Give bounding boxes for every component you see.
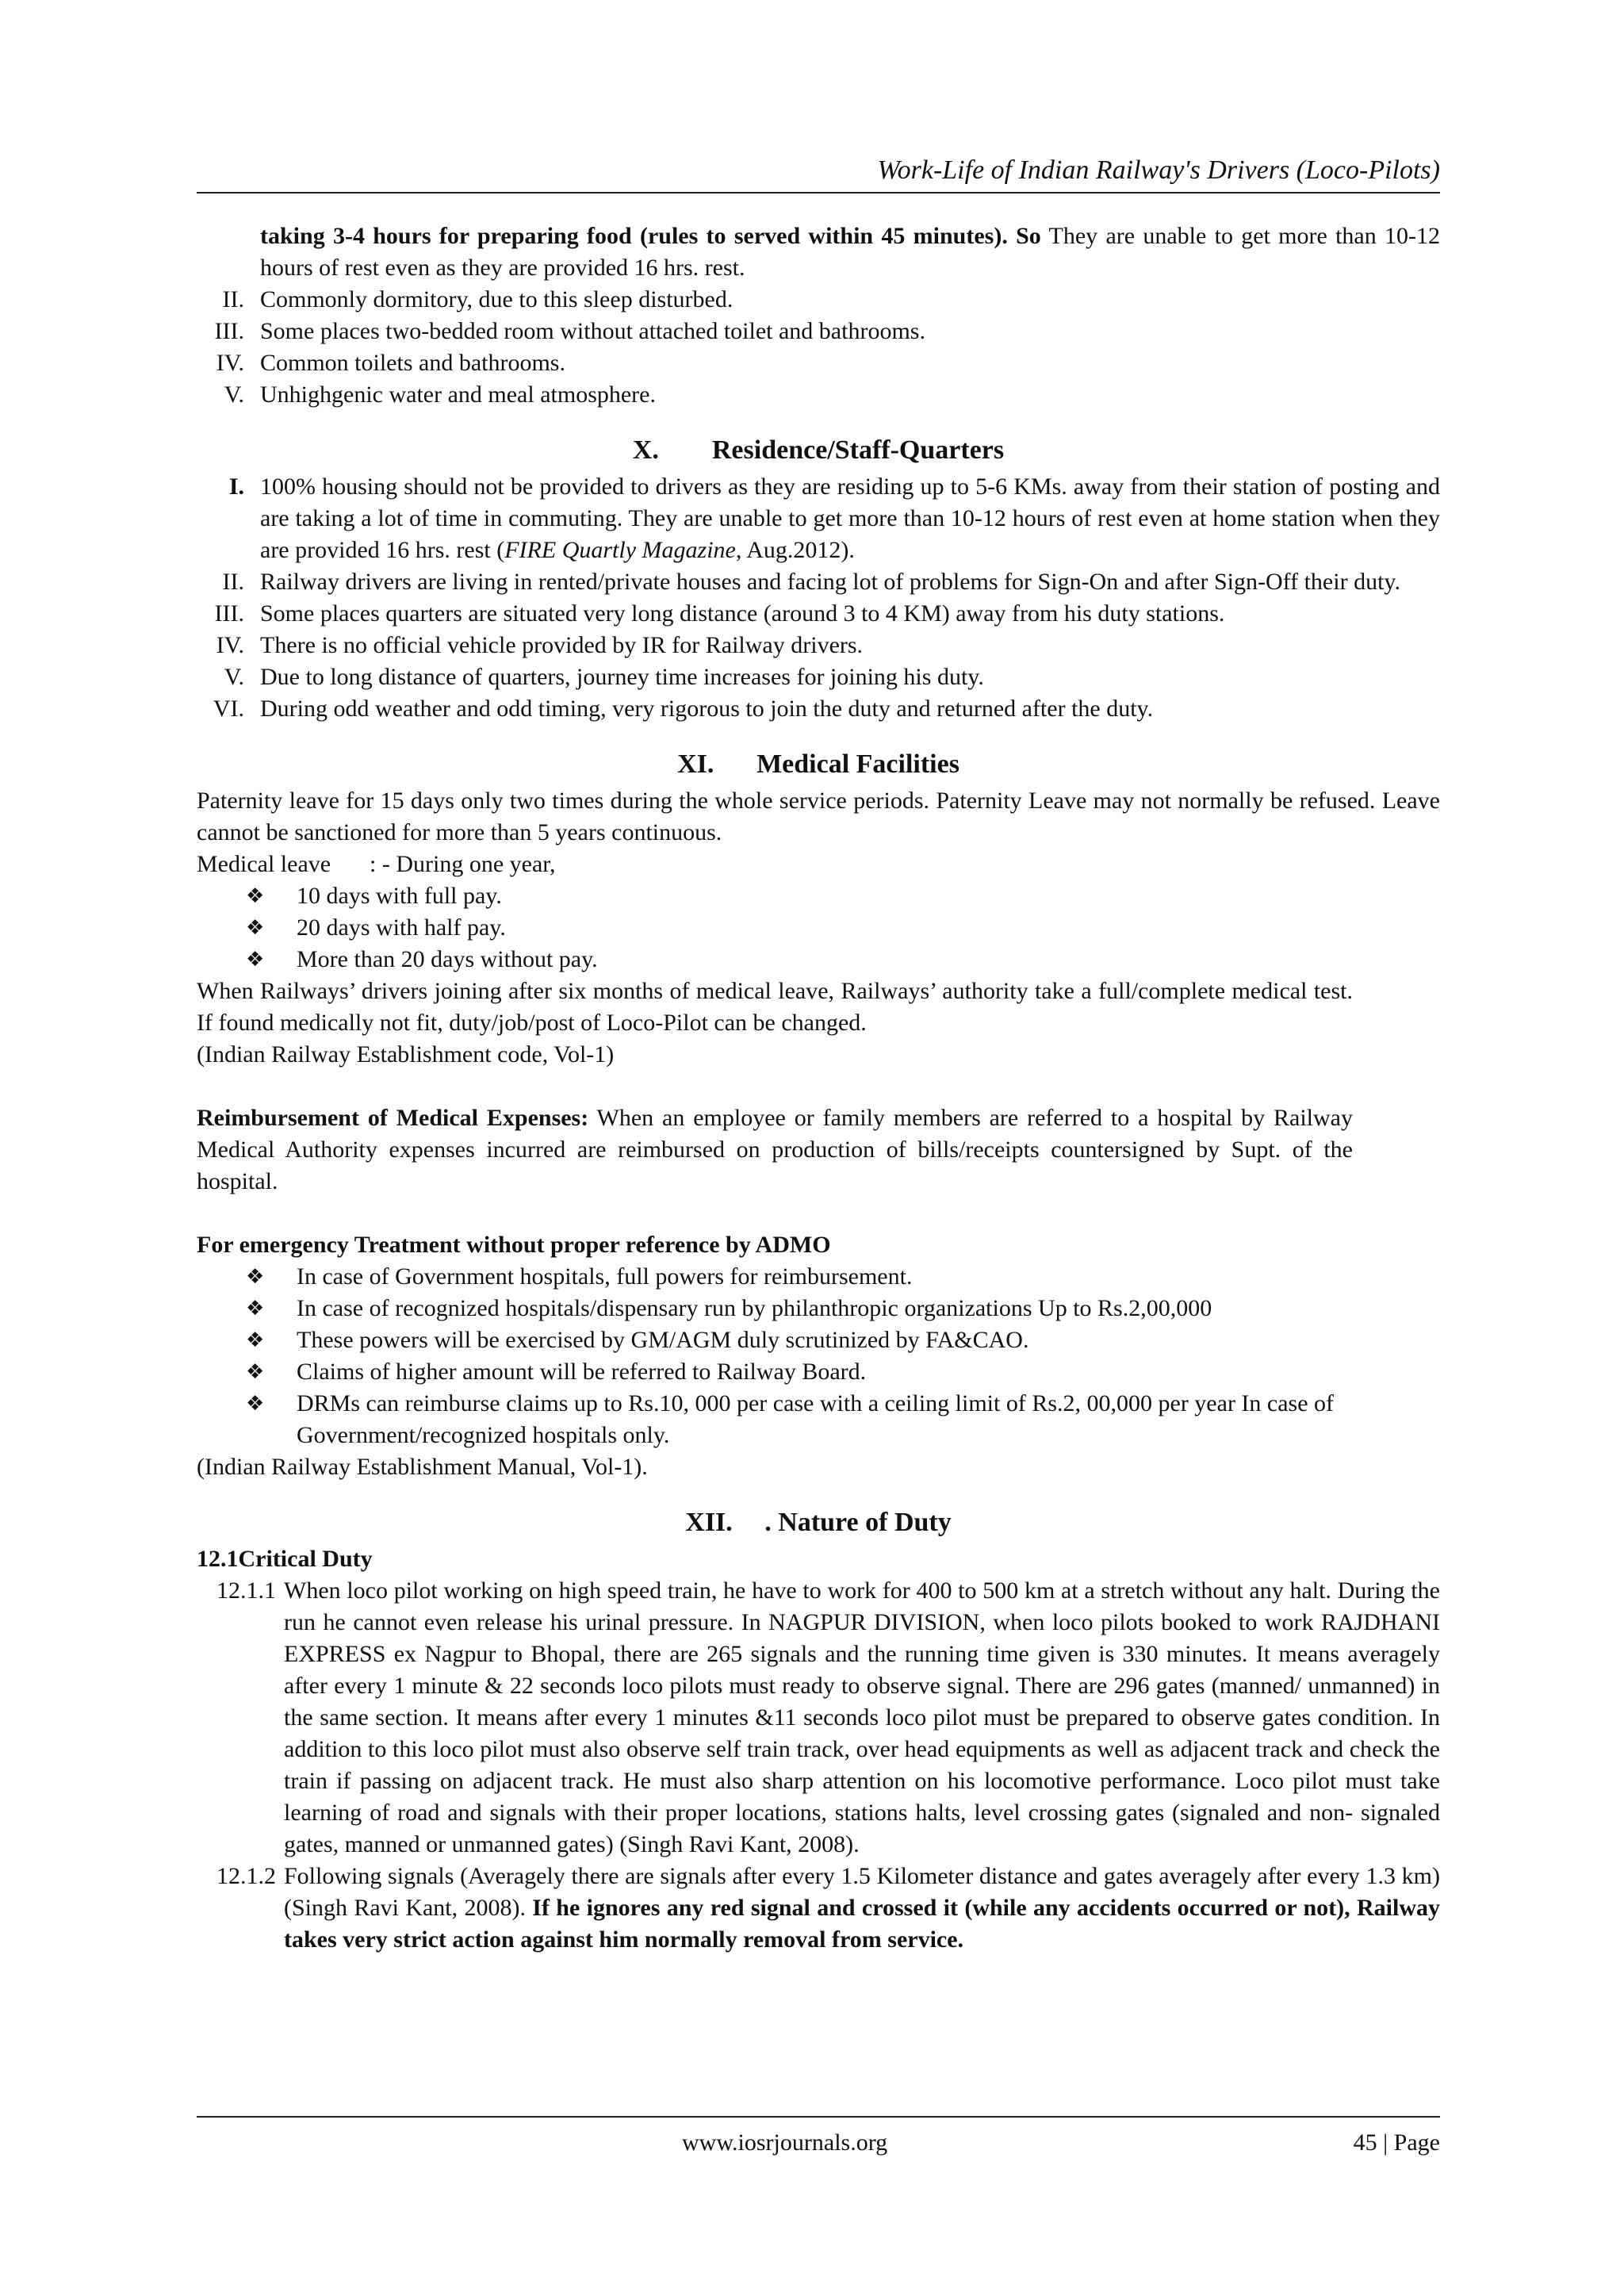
header-rule [197, 192, 1440, 194]
bullet-item [197, 1324, 1440, 1356]
page-number: 45 | Page [1353, 2129, 1440, 2156]
list-number: I. [228, 473, 244, 500]
subsection-heading: 12.1Critical Duty [197, 1546, 373, 1572]
section-title: . Nature of Duty [764, 1508, 952, 1537]
list-item [197, 316, 1440, 347]
list-text: There is no official vehicle provided by IR for Railway drivers. [260, 632, 864, 658]
paragraph-text: Following signals (Averagely there are signals after every 1.5 Kilometer distance and gates averagely after every 1.3 km) (Singh Ravi Kant, 2008). [284, 1863, 1440, 1921]
diamond-bullet-icon: ❖ [246, 884, 265, 908]
list-number: II. [222, 569, 244, 595]
section-title: Medical Facilities [756, 749, 959, 779]
reimbursement-label: Reimbursement of Medical Expenses: [197, 1105, 589, 1131]
section-heading-residence [197, 433, 1440, 468]
rejoin-paragraph: When Railways’ drivers joining after six months of medical leave, Railways’ authority take a full/complete medical test. If found medically not fit, duty/job/post of Loco-Pilot can be changed. [197, 978, 1353, 1036]
section-heading-medical [197, 747, 1440, 782]
bullet-item [197, 1388, 1440, 1451]
subsection-paragraph [197, 1575, 1440, 1861]
reimbursement-text: When an employee or family members are referred to a hospital by Railway Medical Authority expenses incurred are reimbursed on production of bills/receipts countersigned by Supt. of the hospital. [197, 1105, 1353, 1194]
citation-italic: FIRE Quartly Magazine [504, 537, 736, 563]
list-item [197, 347, 1440, 379]
bullet-item [197, 880, 1440, 912]
bullet-item [197, 1356, 1440, 1388]
diamond-bullet-icon: ❖ [246, 948, 265, 972]
list-text: Some places two-bedded room without attached toilet and bathrooms. [260, 318, 925, 344]
paragraph-number: 12.1.1 [216, 1577, 276, 1604]
list-number: II. [222, 286, 244, 312]
list-number: IV. [216, 632, 244, 658]
list-item [197, 630, 1440, 661]
list-number: III. [214, 318, 244, 344]
manual-citation: (Indian Railway Establishment Manual, Vol-1). [197, 1454, 648, 1480]
list-number: IV. [216, 350, 244, 376]
bullet-text: In case of Government hospitals, full powers for reimbursement. [297, 1263, 913, 1290]
subsection-paragraph [197, 1861, 1440, 1956]
paper-page [197, 0, 1440, 2296]
list-item [197, 284, 1440, 316]
list-text: Due to long distance of quarters, journey time increases for joining his duty. [260, 664, 984, 690]
section-number: XII. [685, 1508, 733, 1537]
diamond-bullet-icon: ❖ [246, 1392, 265, 1416]
bullet-item [197, 912, 1440, 944]
list-text: Some places quarters are situated very long distance (around 3 to 4 KM) away from his duty stations. [260, 600, 1225, 627]
paragraph-bold-text: If he ignores any red signal and crossed it (while any accidents occurred or not), Railway takes very strict action against him normally removal from service. [284, 1895, 1440, 1953]
diamond-bullet-icon: ❖ [246, 1265, 265, 1289]
footer-rule [197, 2116, 1440, 2118]
footer-website: www.iosrjournals.org [682, 2129, 888, 2156]
list-text-end: , Aug.2012). [735, 537, 855, 563]
emergency-heading: For emergency Treatment without proper reference by ADMO [197, 1232, 831, 1258]
bullet-text: More than 20 days without pay. [297, 946, 598, 972]
bullet-text: Claims of higher amount will be referred to Railway Board. [297, 1359, 867, 1385]
list-number: V. [224, 664, 244, 690]
list-number: VI. [213, 696, 244, 722]
bullet-item [197, 944, 1440, 976]
diamond-bullet-icon: ❖ [246, 1297, 265, 1320]
list-number: V. [224, 381, 244, 408]
list-item [197, 379, 1440, 411]
bullet-text: In case of recognized hospitals/dispensary run by philanthropic organizations Up to Rs.2,00,000 [297, 1295, 1212, 1321]
medical-leave-value: : - During one year, [370, 851, 556, 877]
continuation-bold-text: taking 3-4 hours for preparing food (rules to served within 45 minutes). So [260, 223, 1041, 249]
diamond-bullet-icon: ❖ [246, 916, 265, 940]
list-text: Railway drivers are living in rented/private houses and facing lot of problems for Sign-On and after Sign-Off their duty. [260, 569, 1400, 595]
bullet-text: 20 days with half pay. [297, 914, 506, 941]
list-item [197, 661, 1440, 693]
continuation-text: They are unable to get more than 10-12 hours of rest even as they are provided 16 hrs. rest. [260, 223, 1440, 281]
list-item [197, 471, 1440, 566]
paragraph-number: 12.1.2 [216, 1863, 276, 1889]
diamond-bullet-icon: ❖ [246, 1328, 265, 1352]
rejoin-citation: (Indian Railway Establishment code, Vol-1) [197, 1041, 615, 1068]
bullet-text: These powers will be exercised by GM/AGM duly scrutinized by FA&CAO. [297, 1327, 1029, 1353]
paragraph-text: When loco pilot working on high speed train, he have to work for 400 to 500 km at a stretch without any halt. During the run he cannot even release his urinal pressure. In NAGPUR DIVISION, when loco pilots booked to work RAJDHANI EXPRESS ex Nagpur to Bhopal, there are 265 signals and the running time given is 330 minutes. It means averagely after every 1 minute & 22 seconds loco pilots must ready to observe signal. There are 296 gates (manned/ unmanned) in the same section. It means after every 1 minutes &11 seconds loco pilot must be prepared to observe gates condition. In addition to this loco pilot must also observe self train track, over head equipments as well as adjacent track and check the train if passing on adjacent track. He must also sharp attention on his locomotive performance. Loco pilot must take learning of road and signals with their proper locations, stations halts, level crossing gates (signaled and non- signaled gates, manned or unmanned gates) (Singh Ravi Kant, 2008). [284, 1577, 1440, 1857]
diamond-bullet-icon: ❖ [246, 1360, 265, 1384]
bullet-item [197, 1293, 1353, 1324]
section-title: Residence/Staff-Quarters [711, 435, 1005, 465]
medical-leave-label: Medical leave [197, 851, 331, 877]
section-number: X. [632, 435, 659, 465]
list-text: Common toilets and bathrooms. [260, 350, 565, 376]
bullet-item [197, 1261, 1440, 1293]
section-number: XI. [677, 749, 714, 779]
section-heading-nature-of-duty [197, 1505, 1440, 1540]
list-item [197, 598, 1440, 630]
list-text: Unhighgenic water and meal atmosphere. [260, 381, 656, 408]
bullet-text: DRMs can reimburse claims up to Rs.10, 000 per case with a ceiling limit of Rs.2, 00,000 per year In case of Government/recognized hospitals only. [297, 1390, 1335, 1448]
paternity-paragraph: Paternity leave for 15 days only two times during the whole service periods. Paternity Leave may not normally be refused. Leave cannot be sanctioned for more than 5 years continuous. [197, 788, 1440, 845]
running-header: Work-Life of Indian Railway's Drivers (Loco-Pilots) [877, 155, 1440, 185]
bullet-text: 10 days with full pay. [297, 883, 502, 909]
list-item [197, 693, 1440, 725]
list-item [197, 566, 1440, 598]
list-item-continuation [197, 220, 1440, 284]
list-text: During odd weather and odd timing, very rigorous to join the duty and returned after the duty. [260, 696, 1154, 722]
list-number: III. [214, 600, 244, 627]
page-body [197, 220, 1440, 1956]
list-text: 100% housing should not be provided to drivers as they are residing up to 5-6 KMs. away from their station of posting and are taking a lot of time in commuting. They are unable to get more than 10-12 hours of rest even at home station when they are provided 16 hrs. rest ( [260, 473, 1440, 563]
medical-leave-line [197, 849, 1440, 880]
list-text: Commonly dormitory, due to this sleep disturbed. [260, 286, 733, 312]
reimbursement-paragraph [197, 1102, 1353, 1198]
